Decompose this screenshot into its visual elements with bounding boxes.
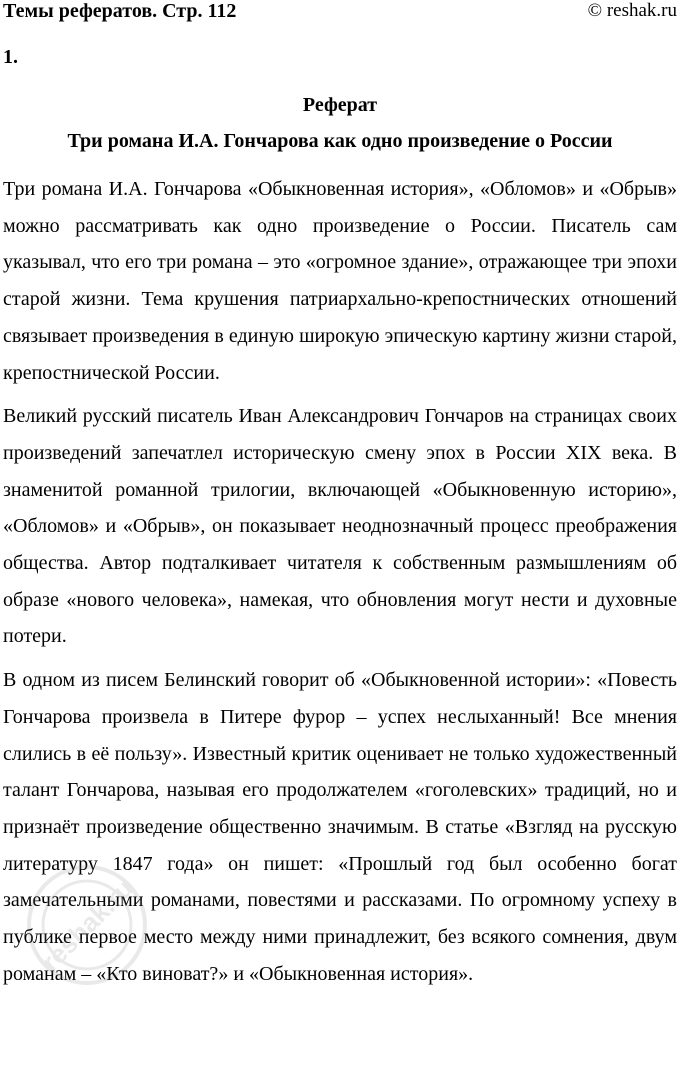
paragraph-2: Великий русский писатель Иван Александрович Гончаров на страницах своих произведений запечатлел историческую смену эпох в России XIX века. В знаменитой романной трилогии, включающей «Обыкновенную историю», «Обломов» и «Обрыв», он показывает неоднозначный процесс преображения общества. Автор подталкивает читателя к собственным размышлениям об образе «нового человека», намекая, что обновления могут нести и духовные потери. <box>3 405 677 648</box>
watermark-text: reshak.ru <box>35 873 139 977</box>
task-number: 1. <box>3 46 18 68</box>
page-header <box>3 0 677 26</box>
paragraph-3: В одном из писем Белинский говорит об «Обыкновенной истории»: «Повесть Гончарова произвела в Питере фурор – успех неслыханный! Все мнения слились в её пользу». Известный критик оценивает не только художественный талант Гончарова, называя его продолжателем «гоголевских» традиций, но и признаёт произведение общественно значимым. В статье «Взгляд на русскую литературу 1847 года» он пишет: «Прошлый год был особенно богат замечательными романами, повестями и рассказами. По огромному успеху в публике первое место между ними принадлежит, без всякого сомнения, двум романам – «Кто виноват?» и «Обыкновенная история». <box>3 669 677 985</box>
document-subtitle: Три романа И.А. Гончарова как одно произведение о России <box>67 130 613 152</box>
header-source: © reshak.ru <box>587 0 677 21</box>
document-body <box>3 171 677 999</box>
document-title: Реферат <box>302 94 378 116</box>
header-title: Темы рефератов. Стр. 112 <box>3 0 237 22</box>
paragraph-1: Три романа И.А. Гончарова «Обыкновенная история», «Обломов» и «Обрыв» можно рассматривать как одно произведение о России. Писатель сам указывал, что его три романа – это «огромное здание», отражающее три эпохи старой жизни. Тема крушения патриархально-крепостнических отношений связывает произведения в единую широкую эпическую картину жизни старой, крепостнической России. <box>3 178 677 384</box>
